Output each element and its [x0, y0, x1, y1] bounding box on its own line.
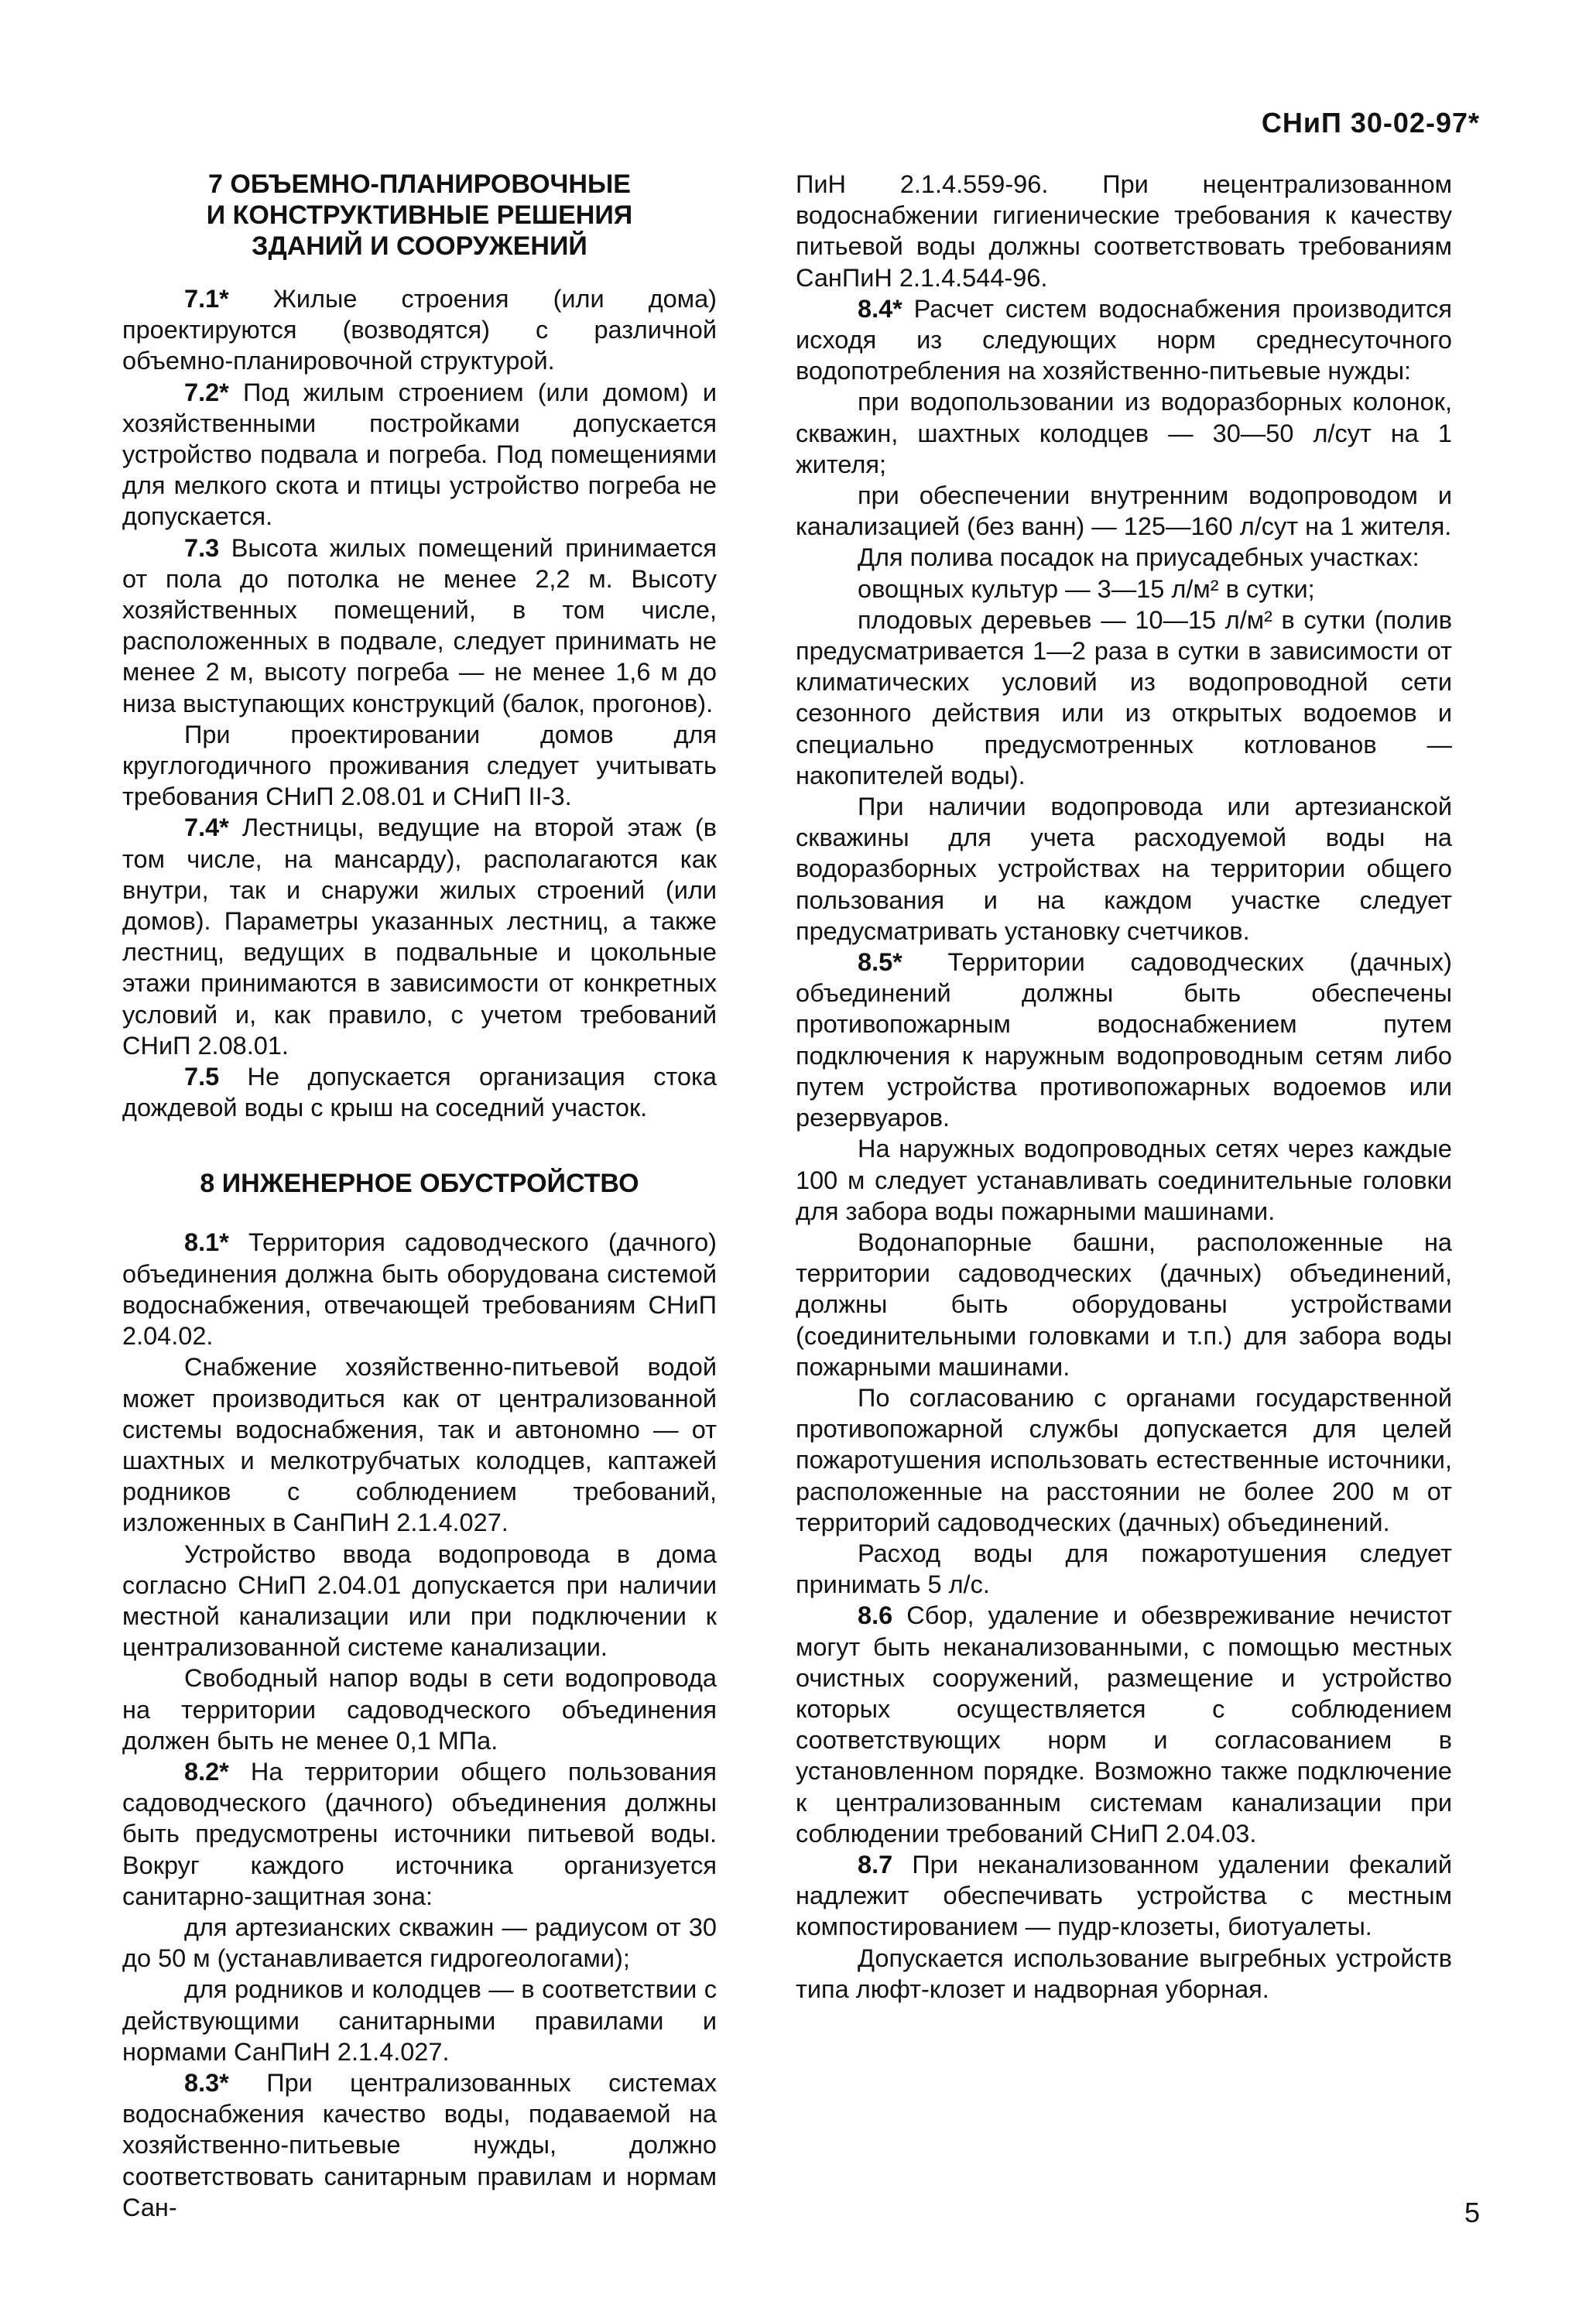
- clause-number: 7.4*: [184, 813, 229, 842]
- clause-8-3-continued: ПиН 2.1.4.559-96. При нецентрализованном водоснабжении гигиенические требования к качеству питьевой воды должны соответствовать требованиям СанПиН 2.1.4.544-96.: [796, 170, 1452, 292]
- clause-number: 8.3*: [184, 2068, 229, 2097]
- clause-7-5: [122, 1061, 717, 1123]
- clause-number: 8.7: [858, 1850, 893, 1878]
- clause-8-4: [796, 293, 1452, 387]
- clause-text: Лестницы, ведущие на второй этаж (в том числе, на мансарду), располагаются как внутри, так и снаружи жилых строений (или домов). Параметры указанных лестниц, а также лестниц, ведущих в подвальные и цокольные этажи принимаются в зависимости от конкретных условий и, как правило, с учетом требований СНиП 2.08.01.: [122, 813, 717, 1060]
- clause-7-1: [122, 283, 717, 377]
- section-7-title-line-2: И КОНСТРУКТИВНЫЕ РЕШЕНИЯ: [206, 200, 633, 230]
- clause-number: 8.6: [858, 1601, 893, 1630]
- clause-8-1: [122, 1227, 717, 1351]
- document-code-header: СНиП 30-02-97*: [1261, 107, 1480, 139]
- clause-text: Высота жилых помещений принимается от пола до потолка не менее 2,2 м. Высоту хозяйственных помещений, в том числе, расположенных в подвале, следует принимать не менее 2 м, высоту погреба — не менее 1,6 м до низа выступающих конструкций (балок, прогонов).: [122, 533, 717, 717]
- section-7-title-line-1: 7 ОБЪЕМНО-ПЛАНИРОВОЧНЫЕ: [208, 170, 631, 199]
- clause-8-5: [796, 947, 1452, 1133]
- section-7-title: [122, 169, 717, 262]
- clause-8-1-pressure: Свободный напор воды в сети водопровода на территории садоводческого объединения должен быть не менее 0,1 МПа.: [122, 1664, 717, 1755]
- clause-8-2-artesian: для артезианских скважин — радиусом от 30 до 50 м (устанавливается гидрогеологами);: [122, 1913, 717, 1973]
- clause-text: На территории общего пользования садоводческого (дачного) объединения должны быть предусмотрены источники питьевой воды. Вокруг каждого источника организуется санитарно-защитная зона:: [122, 1757, 717, 1910]
- clause-text: Расчет систем водоснабжения производится исходя из следующих норм среднесуточного водопотребления на хозяйственно-питьевые нужды:: [796, 294, 1452, 385]
- clause-8-7: [796, 1849, 1452, 1943]
- clause-8-4-watering-intro: Для полива посадок на приусадебных участках:: [858, 543, 1420, 572]
- clause-number: 7.2*: [184, 378, 229, 406]
- clause-8-3: [122, 2067, 717, 2223]
- section-7-title-line-3: ЗДАНИЙ И СООРУЖЕНИЙ: [252, 231, 587, 261]
- clause-8-6: [796, 1600, 1452, 1849]
- right-column: [796, 169, 1452, 2005]
- clause-text: Территория садоводческого (дачного) объединения должна быть оборудована системой водоснабжения, отвечающей требованиям СНиП 2.04.02.: [122, 1228, 717, 1351]
- clause-number: 8.2*: [184, 1757, 229, 1786]
- clause-number: 7.3: [184, 533, 220, 562]
- clause-8-4-vegetables: овощных культур — 3—15 л/м² в сутки;: [858, 574, 1315, 603]
- clause-text: При неканализованном удалении фекалий надлежит обеспечивать устройства с местным компостированием — пудр-клозеты, биотуалеты.: [796, 1850, 1452, 1941]
- clause-text: Под жилым строением (или домом) и хозяйственными постройками допускается устройство подвала и погреба. Под помещениями для мелкого скота и птицы устройство погреба не допускается.: [122, 378, 717, 531]
- clause-8-5-hydrants: На наружных водопроводных сетях через каждые 100 м следует устанавливать соединительные головки для забора воды пожарными машинами.: [796, 1135, 1452, 1225]
- clause-8-4-fruit-trees: плодовых деревьев — 10—15 л/м² в сутки (полив предусматривается 1—2 раза в сутки в зависимости от климатических условий из водопроводной сети сезонного действия или из открытых водоемов и специально предусмотренных котлованов — накопителей воды).: [796, 605, 1452, 789]
- clause-7-4: [122, 812, 717, 1061]
- clause-number: 8.4*: [858, 294, 902, 323]
- clause-number: 7.1*: [184, 285, 229, 313]
- clause-8-1-water-supply: Снабжение хозяйственно-питьевой водой может производиться как от централизованной системы водоснабжения, так и автономно — от шахтных и мелкотрубчатых колодцев, каптажей родников с соблюдением требований, изложенных в СанПиН 2.1.4.027.: [122, 1353, 717, 1537]
- clause-number: 8.5*: [858, 948, 902, 977]
- section-8-title: 8 ИНЖЕНЕРНОЕ ОБУСТРОЙСТВО: [200, 1169, 639, 1199]
- clause-text: При централизованных системах водоснабжения качество воды, подаваемой на хозяйственно-питьевые нужды, должно соответствовать санитарным правилам и нормам Сан-: [122, 2068, 717, 2221]
- clause-text: Сбор, удаление и обезвреживание нечистот могут быть неканализованными, с помощью местных очистных сооружений, размещение и устройство которых осуществляется с соблюдением соответствующих норм и согласованием в установленном порядке. Возможно также подключение к централизованным системам канализации при соблюдении требований СНиП 2.04.03.: [796, 1601, 1452, 1848]
- clause-text: Не допускается организация стока дождевой воды с крыш на соседний участок.: [122, 1063, 717, 1122]
- clause-8-2: [122, 1756, 717, 1912]
- clause-8-1-pipe-input: Устройство ввода водопровода в дома согласно СНиП 2.04.01 допускается при наличии местной канализации или при подключении к централизованной системе канализации.: [122, 1539, 717, 1662]
- clause-8-2-springs: для родников и колодцев — в соответствии с действующими санитарными правилами и нормами СанПиН 2.1.4.027.: [122, 1975, 717, 2066]
- clause-7-3-continued: При проектировании домов для круглогодичного проживания следует учитывать требования СНиП 2.08.01 и СНиП II-3.: [122, 720, 717, 811]
- clause-number: 8.1*: [184, 1228, 229, 1257]
- page-number: 5: [1464, 2197, 1480, 2228]
- clause-8-4-meters: При наличии водопровода или артезианской скважины для учета расходуемой воды на водоразборных устройствах на территории общего пользования и на каждом участке следует предусматривать установку счетчиков.: [796, 793, 1452, 945]
- clause-text: Территории садоводческих (дачных) объединений должны быть обеспечены противопожарным водоснабжением путем подключения к наружным водопроводным сетям либо путем устройства противопожарных водоемов или резервуаров.: [796, 948, 1452, 1132]
- clause-8-5-flow-rate: Расход воды для пожаротушения следует принимать 5 л/с.: [796, 1539, 1452, 1599]
- clause-8-5-water-towers: Водонапорные башни, расположенные на территории садоводческих (дачных) объединений, должны быть оборудованы устройствами (соединительными головками и т.п.) для забора воды пожарными машинами.: [796, 1228, 1452, 1381]
- clause-7-2: [122, 377, 717, 533]
- clause-8-7-outhouse: Допускается использование выгребных устройств типа люфт-клозет и надворная уборная.: [796, 1944, 1452, 2003]
- clause-8-5-natural-sources: По согласованию с органами государственной противопожарной службы допускается для целей пожаротушения использовать естественные источники, расположенные на расстоянии не более 200 м от территорий садоводческих (дачных) объединений.: [796, 1383, 1452, 1536]
- clause-text: Жилые строения (или дома) проектируются (возводятся) с различной объемно-планировочной структурой.: [122, 285, 717, 375]
- clause-8-4-columns: при водопользовании из водоразборных колонок, скважин, шахтных колодцев — 30—50 л/сут на 1 жителя;: [796, 388, 1452, 478]
- clause-8-4-plumbing: при обеспечении внутренним водопроводом и канализацией (без ванн) — 125—160 л/сут на 1 жителя.: [796, 481, 1452, 541]
- left-column: [122, 169, 717, 2223]
- clause-7-3: [122, 533, 717, 719]
- clause-number: 7.5: [184, 1063, 220, 1091]
